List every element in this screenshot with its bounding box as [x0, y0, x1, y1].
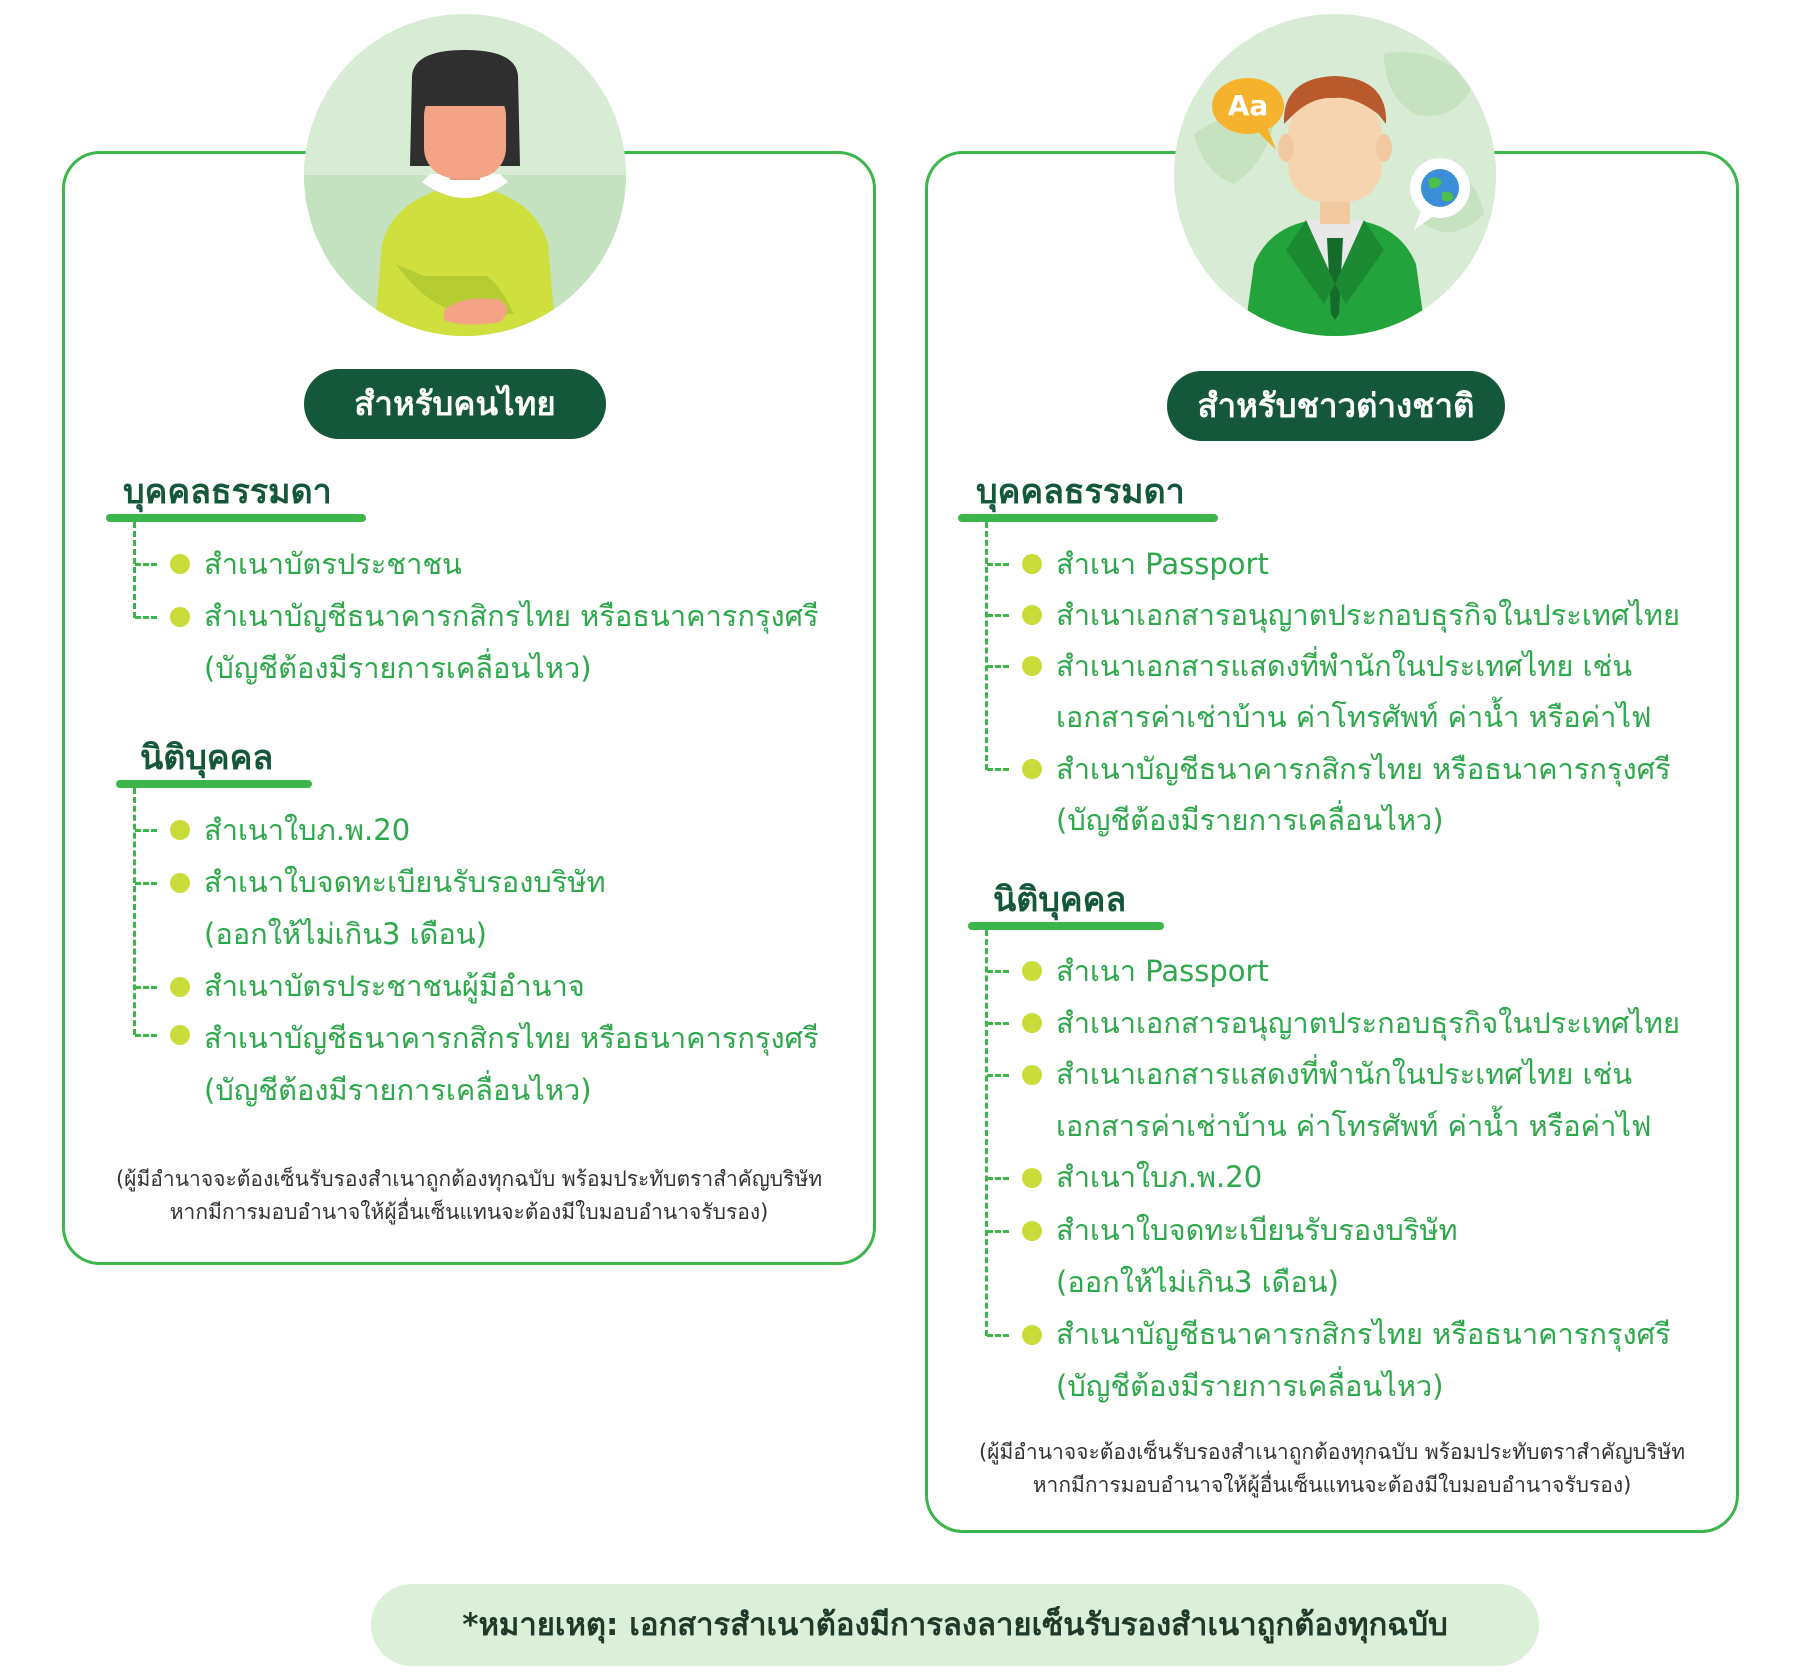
foreign-individual-connector: [987, 665, 1009, 668]
foreign-individual-tree-line: [985, 522, 988, 770]
thai-corporate-item-note: (ออกให้ไม่เกิน3 เดือน): [204, 917, 487, 951]
thai-individual-connector: [135, 563, 157, 566]
footer-remark: *หมายเหตุ: เอกสารสำเนาต้องมีการลงลายเซ็นรับรองสำเนาถูกต้องทุกฉบับ: [371, 1584, 1539, 1666]
bullet-dot: [170, 977, 190, 997]
thai-individual-underline: [106, 514, 366, 522]
foreign-individual-connector: [987, 563, 1009, 566]
foreign-authority-note-line: หากมีการมอบอำนาจให้ผู้อื่นเซ็นแทนจะต้องมีใบมอบอำนาจรับรอง): [1032, 1473, 1632, 1497]
speech-bubble-aa-icon: [1210, 76, 1290, 156]
thai-corporate-item: สำเนาใบภ.พ.20: [204, 813, 411, 847]
foreign-corporate-connector: [987, 1074, 1009, 1077]
foreign-individual-item: สำเนาเอกสารอนุญาตประกอบธุรกิจในประเทศไทย: [1056, 598, 1680, 632]
foreign-corporate-item: สำเนาเอกสารอนุญาตประกอบธุรกิจในประเทศไทย: [1056, 1006, 1680, 1040]
foreign-corporate-item-note: (บัญชีต้องมีรายการเคลื่อนไหว): [1056, 1369, 1444, 1403]
foreign-individual-connector: [987, 614, 1009, 617]
bullet-dot: [1022, 961, 1042, 981]
bullet-dot: [1022, 1221, 1042, 1241]
foreign-individual-item: สำเนาบัญชีธนาคารกสิกรไทย หรือธนาคารกรุงศรี: [1056, 752, 1671, 786]
bullet-dot: [170, 873, 190, 893]
foreign-corporate-item: สำเนาใบจดทะเบียนรับรองบริษัท: [1056, 1213, 1458, 1247]
thai-individual-title: บุคคลธรรมดา: [123, 472, 332, 512]
foreign-individual-item: สำเนาเอกสารแสดงที่พำนักในประเทศไทย เช่น: [1056, 649, 1633, 683]
thai-corporate-underline: [116, 780, 312, 788]
bullet-dot: [170, 1025, 190, 1045]
foreign-corporate-item-note: (ออกให้ไม่เกิน3 เดือน): [1056, 1265, 1339, 1299]
bullet-dot: [170, 820, 190, 840]
foreign-individual-item-note: (บัญชีต้องมีรายการเคลื่อนไหว): [1056, 803, 1444, 837]
bullet-dot: [1022, 554, 1042, 574]
thai-authority-note-line: (ผู้มีอำนาจจะต้องเซ็นรับรองสำเนาถูกต้องทุกฉบับ พร้อมประทับตราสำคัญบริษัท: [115, 1167, 823, 1191]
thai-corporate-title: นิติบุคคล: [140, 738, 274, 778]
bullet-dot: [1022, 1325, 1042, 1345]
thai-authority-note-line: หากมีการมอบอำนาจให้ผู้อื่นเซ็นแทนจะต้องมีใบมอบอำนาจรับรอง): [169, 1200, 769, 1224]
bullet-dot: [1022, 656, 1042, 676]
thai-corporate-item: สำเนาใบจดทะเบียนรับรองบริษัท: [204, 865, 606, 899]
foreign-corporate-title: นิติบุคคล: [993, 880, 1127, 920]
woman-avatar-icon: [304, 14, 626, 336]
thai-individual-item: สำเนาบัญชีธนาคารกสิกรไทย หรือธนาคารกรุงศรี: [204, 599, 819, 633]
foreign-corporate-item: สำเนาบัญชีธนาคารกสิกรไทย หรือธนาคารกรุงศรี: [1056, 1317, 1671, 1351]
thai-individual-item: สำเนาบัตรประชาชน: [204, 547, 462, 581]
thai-corporate-item: สำเนาบัญชีธนาคารกสิกรไทย หรือธนาคารกรุงศรี: [204, 1021, 819, 1055]
thai-corporate-item-note: (บัญชีต้องมีรายการเคลื่อนไหว): [204, 1073, 592, 1107]
foreign-corporate-connector: [987, 1334, 1009, 1337]
foreign-individual-item: สำเนา Passport: [1056, 547, 1269, 581]
bullet-dot: [170, 607, 190, 627]
thai-corporate-connector: [135, 986, 157, 989]
thai-heading: สำหรับคนไทย: [304, 369, 606, 439]
foreign-corporate-item: สำเนา Passport: [1056, 954, 1269, 988]
foreign-corporate-connector: [987, 1177, 1009, 1180]
foreign-authority-note-line: (ผู้มีอำนาจจะต้องเซ็นรับรองสำเนาถูกต้องทุกฉบับ พร้อมประทับตราสำคัญบริษัท: [978, 1440, 1686, 1464]
thai-individual-tree-line: [133, 522, 136, 618]
foreign-corporate-connector: [987, 1230, 1009, 1233]
thai-corporate-tree-line: [133, 788, 136, 1035]
foreign-individual-item-cont: เอกสารค่าเช่าบ้าน ค่าโทรศัพท์ ค่าน้ำ หรือค่าไฟ: [1056, 700, 1652, 734]
thai-individual-item-note: (บัญชีต้องมีรายการเคลื่อนไหว): [204, 651, 592, 685]
thai-corporate-connector: [135, 829, 157, 832]
thai-corporate-connector: [135, 882, 157, 885]
bullet-dot: [1022, 605, 1042, 625]
foreign-heading: สำหรับชาวต่างชาติ: [1167, 371, 1505, 441]
speech-bubble-text: Aa: [1227, 89, 1269, 122]
foreign-corporate-tree-line: [985, 930, 988, 1336]
thai-individual-connector: [135, 616, 157, 619]
speech-bubble-globe-icon: [1404, 156, 1474, 232]
foreign-corporate-connector: [987, 970, 1009, 973]
bullet-dot: [1022, 1065, 1042, 1085]
foreign-corporate-item: สำเนาเอกสารแสดงที่พำนักในประเทศไทย เช่น: [1056, 1057, 1633, 1091]
foreign-corporate-underline: [968, 922, 1164, 930]
thai-corporate-item: สำเนาบัตรประชาชนผู้มีอำนาจ: [204, 969, 585, 1003]
foreign-individual-underline: [958, 514, 1218, 522]
foreign-individual-connector: [987, 768, 1009, 771]
bullet-dot: [1022, 759, 1042, 779]
foreign-corporate-item-cont: เอกสารค่าเช่าบ้าน ค่าโทรศัพท์ ค่าน้ำ หรือค่าไฟ: [1056, 1109, 1652, 1143]
foreign-corporate-connector: [987, 1022, 1009, 1025]
thai-corporate-connector: [135, 1034, 157, 1037]
bullet-dot: [1022, 1013, 1042, 1033]
foreign-individual-title: บุคคลธรรมดา: [976, 472, 1185, 512]
bullet-dot: [170, 554, 190, 574]
bullet-dot: [1022, 1168, 1042, 1188]
foreign-corporate-item: สำเนาใบภ.พ.20: [1056, 1160, 1263, 1194]
